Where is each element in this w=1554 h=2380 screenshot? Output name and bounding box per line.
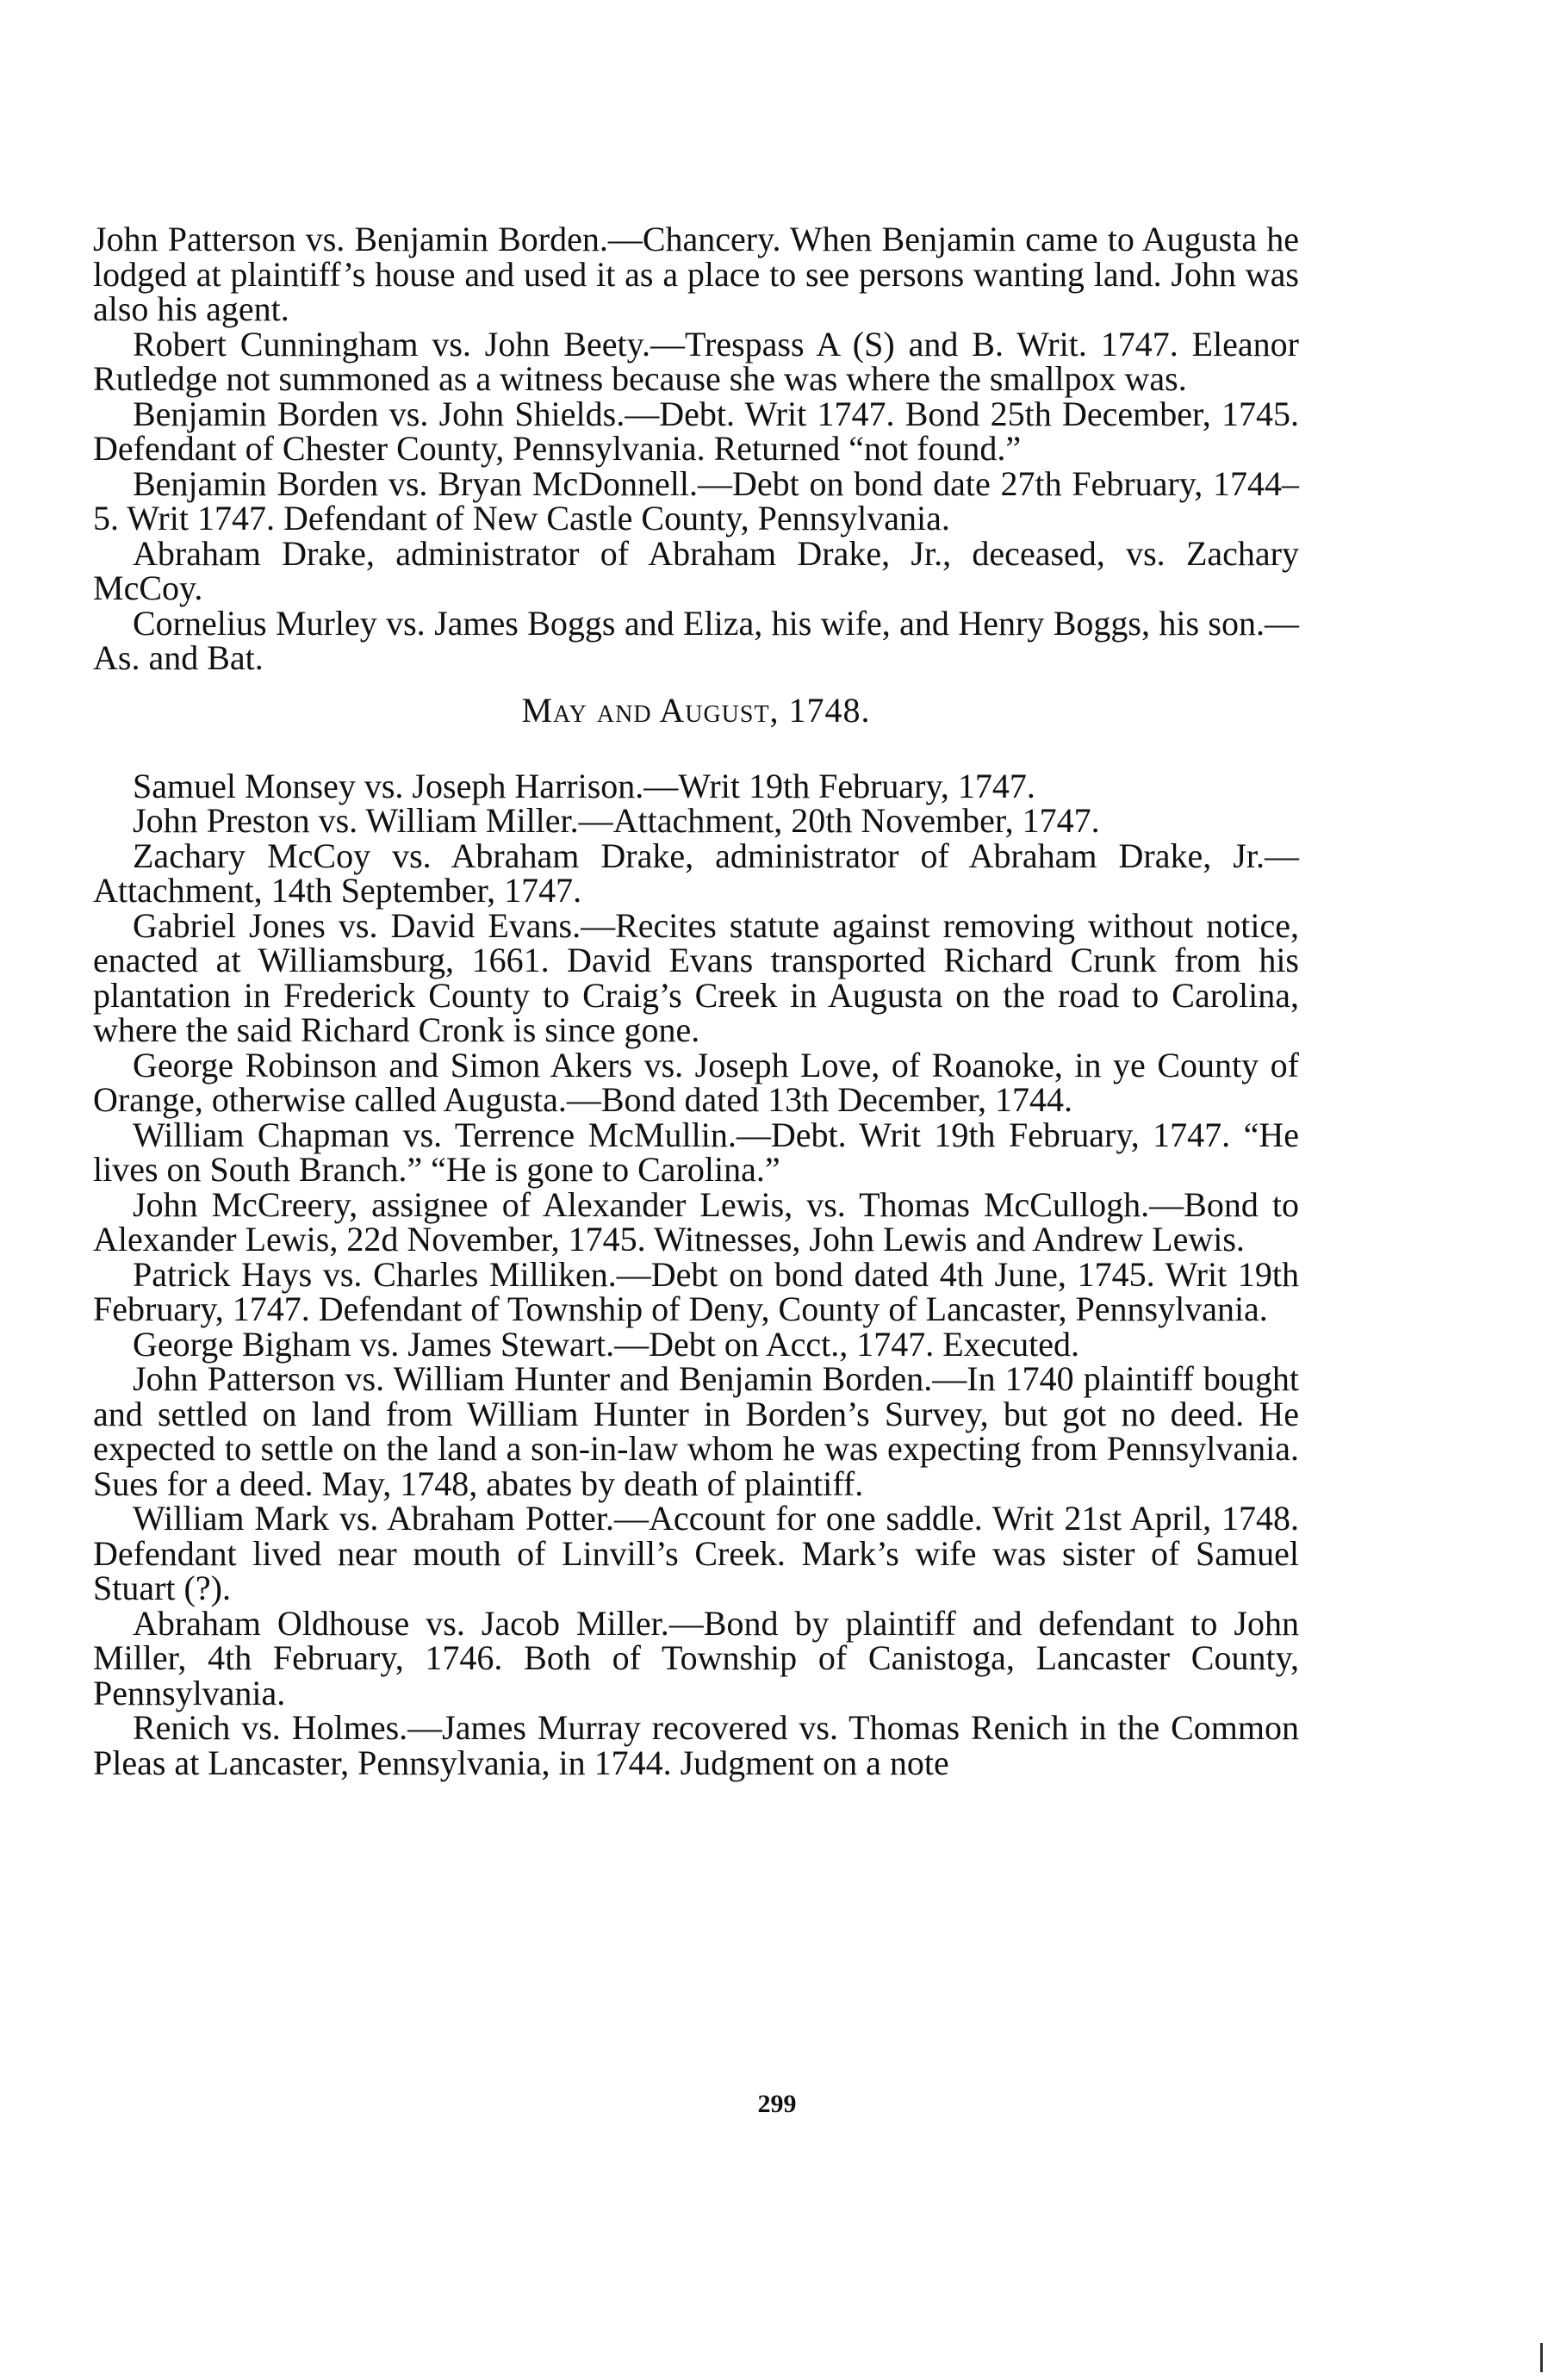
paragraph: Abraham Drake, administrator of Abraham Drake, Jr., deceased, vs. Zachary McCoy.: [93, 533, 1299, 607]
paragraph: John McCreery, assignee of Alexander Lewis, vs. Thomas McCullogh.—Bond to Alexander Lewis, 22d November, 1745. Witnesses, John Lewis and Andrew Lewis.: [93, 1184, 1299, 1258]
paragraph: John Patterson vs. Benjamin Borden.—Chancery. When Benjamin came to Augusta he lodged at plaintiff’s house and used it as a place to see persons wanting land. John was also his agent.: [93, 220, 1299, 328]
paragraph: John Preston vs. William Miller.—Attachment, 20th November, 1747.: [133, 801, 1100, 840]
paragraph: Samuel Monsey vs. Joseph Harrison.—Writ 19th February, 1747.: [133, 766, 1035, 805]
paragraph: Benjamin Borden vs. Bryan McDonnell.—Debt on bond date 27th February, 1744–5. Writ 1747. Defendant of New Castle County, Pennsylvania.: [93, 463, 1299, 538]
paragraph: Benjamin Borden vs. John Shields.—Debt. Writ 1747. Bond 25th December, 1745. Defendant of Chester County, Pennsylvania. Returned “not found.”: [93, 394, 1299, 468]
paragraph: Robert Cunningham vs. John Beety.—Trespass A (S) and B. Writ. 1747. Eleanor Rutledge not summoned as a witness because she was where the smallpox was.: [93, 324, 1299, 398]
paragraph: William Chapman vs. Terrence McMullin.—Debt. Writ 19th February, 1747. “He lives on South Branch.” “He is gone to Carolina.”: [93, 1115, 1299, 1189]
scan-mark: [1540, 2343, 1543, 2372]
paragraph: Zachary McCoy vs. Abraham Drake, administrator of Abraham Drake, Jr.—Attachment, 14th September, 1747.: [93, 836, 1299, 910]
paragraph: Cornelius Murley vs. James Boggs and Eliza, his wife, and Henry Boggs, his son.—As. and Bat.: [93, 603, 1299, 677]
paragraph: Patrick Hays vs. Charles Milliken.—Debt on bond dated 4th June, 1745. Writ 19th February, 1747. Defendant of Township of Deny, County of Lancaster, Pennsylvania.: [93, 1254, 1299, 1328]
page-body: [93, 222, 1299, 1780]
paragraph: Renich vs. Holmes.—James Murray recovered vs. Thomas Renich in the Common Pleas at Lancaster, Pennsylvania, in 1744. Judgment on a note: [93, 1708, 1299, 1782]
page-number: 299: [757, 2090, 797, 2118]
paragraph: Abraham Oldhouse vs. Jacob Miller.—Bond by plaintiff and defendant to John Miller, 4th February, 1746. Both of Township of Canistoga, Lancaster County, Pennsylvania.: [93, 1603, 1299, 1712]
paragraph: Gabriel Jones vs. David Evans.—Recites statute against removing without notice, enacted at Williamsburg, 1661. David Evans transported Richard Crunk from his plantation in Frederick County to Craig’s Creek in Augusta on the road to Carolina, where the said Richard Cronk is since gone.: [93, 905, 1299, 1049]
paragraph: John Patterson vs. William Hunter and Benjamin Borden.—In 1740 plaintiff bought and settled on land from William Hunter in Borden’s Survey, but got no deed. He expected to settle on the land a son-in-law whom he was expecting from Pennsylvania. Sues for a deed. May, 1748, abates by death of plaintiff.: [93, 1359, 1299, 1503]
paragraph: William Mark vs. Abraham Potter.—Account for one saddle. Writ 21st April, 1748. Defendant lived near mouth of Linvill’s Creek. Mark’s wife was sister of Samuel Stuart (?).: [93, 1499, 1299, 1607]
section-heading: May and August, 1748.: [521, 690, 871, 730]
paragraph: George Robinson and Simon Akers vs. Joseph Love, of Roanoke, in ye County of Orange, otherwise called Augusta.—Bond dated 13th December, 1744.: [93, 1045, 1299, 1119]
paragraph: George Bigham vs. James Stewart.—Debt on Acct., 1747. Executed.: [133, 1324, 1080, 1364]
